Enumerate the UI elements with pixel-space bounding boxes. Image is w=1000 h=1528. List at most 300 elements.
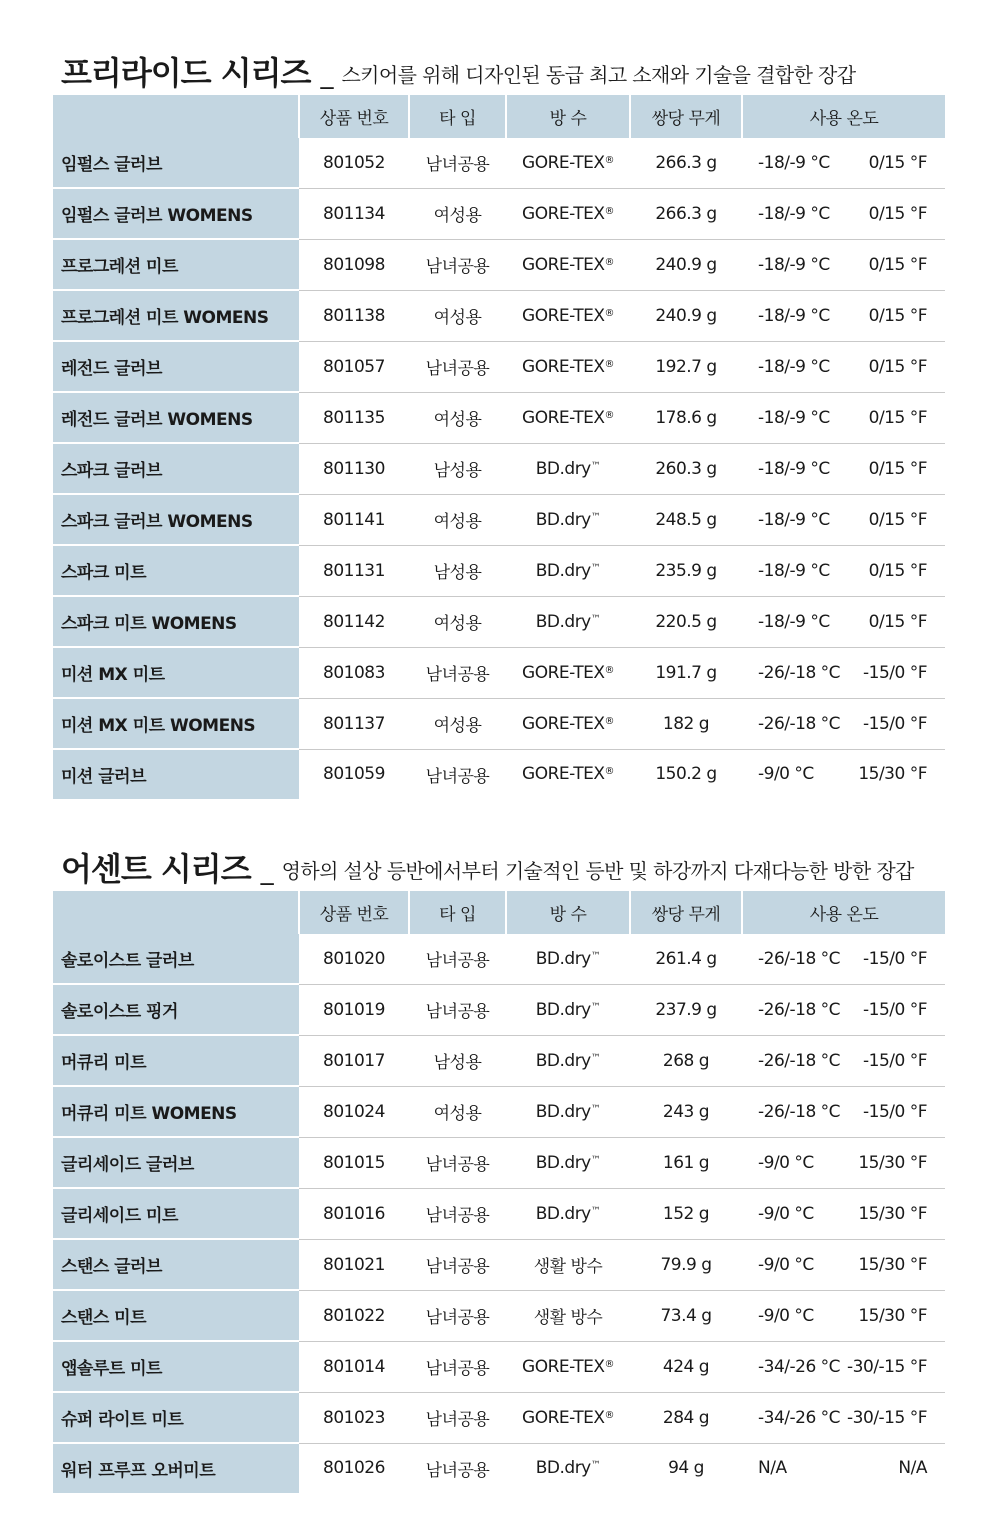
waterproof: [506, 1188, 630, 1239]
section-title: 프리라이드 시리즈: [61, 54, 311, 92]
trademark-mark: ™: [590, 1154, 601, 1166]
pair-weight: [630, 1290, 742, 1341]
trademark-mark: ®: [604, 205, 614, 217]
product-type-text: 여성용: [433, 410, 482, 430]
table-header-row: [53, 891, 945, 934]
waterproof-text: GORE-TEX: [522, 1356, 605, 1377]
product-type-text: 남녀공용: [425, 257, 490, 277]
pair-weight: [630, 239, 742, 290]
product-name-text: 스파크 미트: [61, 563, 147, 583]
pair-weight-text: 284 g: [662, 1407, 710, 1428]
product-code: [299, 290, 409, 341]
product-code: [299, 934, 409, 984]
product-type: [409, 1443, 506, 1493]
waterproof: [506, 443, 630, 494]
table-row: [53, 1239, 945, 1290]
temperature-fahrenheit: 0/15 °F: [868, 305, 927, 326]
product-name-text: 스탠스 미트: [61, 1308, 147, 1328]
pair-weight-text: 192.7 g: [655, 356, 717, 377]
temperature: [742, 494, 945, 545]
waterproof: [506, 749, 630, 799]
section-heading: [53, 824, 945, 891]
pair-weight-text: 152 g: [662, 1203, 710, 1224]
pair-weight: [630, 1443, 742, 1493]
table-row: [53, 341, 945, 392]
temperature-fahrenheit: -15/0 °F: [863, 999, 927, 1020]
temperature-celsius: -9/0 °C: [758, 764, 814, 785]
table-row: [53, 596, 945, 647]
header-pair-weight: 쌍당 무게: [630, 95, 742, 138]
product-name: [53, 934, 299, 984]
temperature-fahrenheit: 0/15 °F: [868, 509, 927, 530]
temperature-fahrenheit: -30/-15 °F: [847, 1356, 927, 1377]
temperature: [742, 749, 945, 799]
table-row: [53, 647, 945, 698]
ascent-series-section: [53, 824, 945, 1493]
temperature-fahrenheit: 0/15 °F: [868, 407, 927, 428]
trademark-mark: ™: [590, 1052, 601, 1064]
product-type-text: 여성용: [433, 716, 482, 736]
product-type: [409, 1239, 506, 1290]
table-row: [53, 1290, 945, 1341]
product-type-text: 남녀공용: [425, 1002, 490, 1022]
waterproof: [506, 1290, 630, 1341]
waterproof-text: BD.dry: [535, 611, 591, 632]
product-name: [53, 188, 299, 239]
section-heading: [53, 28, 945, 95]
table-body: [53, 138, 945, 799]
product-type-text: 남녀공용: [425, 1206, 490, 1226]
product-code-text: 801098: [323, 254, 385, 275]
pair-weight-text: 243 g: [662, 1101, 710, 1122]
temperature-celsius: -18/-9 °C: [758, 611, 830, 632]
product-name-text: 미션 MX 미트 WOMENS: [61, 716, 256, 736]
temperature-fahrenheit: 0/15 °F: [868, 356, 927, 377]
title-separator: _: [320, 60, 334, 90]
header-waterproof: 방 수: [506, 891, 630, 934]
product-table: [53, 95, 945, 799]
product-name: [53, 341, 299, 392]
waterproof: [506, 1086, 630, 1137]
temperature-celsius: -26/-18 °C: [758, 662, 841, 683]
table-body: [53, 934, 945, 1493]
table-row: [53, 138, 945, 188]
product-name: [53, 494, 299, 545]
product-name: [53, 749, 299, 799]
product-code: [299, 749, 409, 799]
waterproof: [506, 1035, 630, 1086]
product-code-text: 801021: [323, 1254, 385, 1275]
product-code: [299, 392, 409, 443]
product-name-text: 레전드 글러브 WOMENS: [61, 410, 253, 430]
pair-weight-text: 191.7 g: [655, 662, 717, 683]
pair-weight-text: 240.9 g: [655, 305, 717, 326]
product-type-text: 남녀공용: [425, 359, 490, 379]
temperature: [742, 698, 945, 749]
product-type-text: 남녀공용: [425, 1308, 490, 1328]
pair-weight-text: 161 g: [662, 1152, 710, 1173]
pair-weight: [630, 392, 742, 443]
table-row: [53, 749, 945, 799]
temperature-celsius: -34/-26 °C: [758, 1356, 841, 1377]
waterproof: [506, 341, 630, 392]
trademark-mark: ™: [590, 1001, 601, 1013]
waterproof: [506, 1137, 630, 1188]
freeride-series-section: [53, 28, 945, 799]
product-code: [299, 1188, 409, 1239]
temperature-fahrenheit: 0/15 °F: [868, 254, 927, 275]
product-name: [53, 1188, 299, 1239]
waterproof-text: GORE-TEX: [522, 203, 605, 224]
header-blank: [53, 95, 299, 138]
temperature-celsius: -18/-9 °C: [758, 509, 830, 530]
product-name-text: 스파크 미트 WOMENS: [61, 614, 237, 634]
product-name-text: 워터 프루프 오버미트: [61, 1461, 216, 1481]
header-type: 타 입: [409, 95, 506, 138]
temperature: [742, 341, 945, 392]
temperature-celsius: -26/-18 °C: [758, 1050, 841, 1071]
temperature-fahrenheit: -15/0 °F: [863, 1050, 927, 1071]
waterproof-text: BD.dry: [535, 560, 591, 581]
waterproof: [506, 698, 630, 749]
product-code-text: 801015: [323, 1152, 385, 1173]
product-type: [409, 188, 506, 239]
temperature-fahrenheit: -30/-15 °F: [847, 1407, 927, 1428]
product-type: [409, 138, 506, 188]
waterproof-text: GORE-TEX: [522, 407, 605, 428]
waterproof-text: BD.dry: [535, 509, 591, 530]
product-name-text: 솔로이스트 글러브: [61, 951, 194, 971]
temperature-celsius: -18/-9 °C: [758, 407, 830, 428]
product-name: [53, 392, 299, 443]
temperature-celsius: -18/-9 °C: [758, 203, 830, 224]
waterproof: [506, 647, 630, 698]
temperature-fahrenheit: -15/0 °F: [863, 948, 927, 969]
product-type-text: 남녀공용: [425, 1410, 490, 1430]
product-name-text: 레전드 글러브: [61, 359, 162, 379]
waterproof-text: BD.dry: [535, 948, 591, 969]
waterproof-text: GORE-TEX: [522, 356, 605, 377]
product-code-text: 801142: [323, 611, 385, 632]
product-name: [53, 290, 299, 341]
temperature-celsius: -9/0 °C: [758, 1254, 814, 1275]
waterproof: [506, 545, 630, 596]
product-name: [53, 138, 299, 188]
product-code-text: 801052: [323, 152, 385, 173]
product-code: [299, 1239, 409, 1290]
product-type-text: 남녀공용: [425, 1460, 490, 1481]
product-type-text: 여성용: [433, 614, 482, 634]
table-row: [53, 494, 945, 545]
product-code-text: 801138: [323, 305, 385, 326]
title-separator: _: [260, 856, 274, 886]
table-row: [53, 188, 945, 239]
trademark-mark: ™: [590, 511, 601, 523]
product-name: [53, 1392, 299, 1443]
temperature-fahrenheit: N/A: [898, 1458, 927, 1479]
header-product-code: 상품 번호: [299, 891, 409, 934]
temperature: [742, 1137, 945, 1188]
waterproof: [506, 984, 630, 1035]
product-name: [53, 1239, 299, 1290]
waterproof-text: GORE-TEX: [522, 713, 605, 734]
product-name: [53, 647, 299, 698]
temperature-fahrenheit: -15/0 °F: [863, 1101, 927, 1122]
product-name-text: 스파크 글러브: [61, 461, 162, 481]
product-type: [409, 647, 506, 698]
product-code: [299, 647, 409, 698]
temperature-fahrenheit: 15/30 °F: [858, 1254, 927, 1275]
trademark-mark: ®: [604, 1409, 614, 1421]
product-type-text: 남녀공용: [425, 766, 490, 787]
pair-weight: [630, 596, 742, 647]
product-name-text: 미션 MX 미트: [61, 665, 165, 685]
table-row: [53, 443, 945, 494]
waterproof-text: GORE-TEX: [522, 662, 605, 683]
product-type-text: 여성용: [433, 512, 482, 532]
waterproof: [506, 1341, 630, 1392]
product-code: [299, 138, 409, 188]
product-code: [299, 545, 409, 596]
temperature-celsius: -18/-9 °C: [758, 254, 830, 275]
waterproof: [506, 188, 630, 239]
temperature: [742, 1290, 945, 1341]
product-name-text: 슈퍼 라이트 미트: [61, 1410, 184, 1430]
product-name: [53, 698, 299, 749]
pair-weight-text: 79.9 g: [660, 1254, 712, 1275]
product-code: [299, 1137, 409, 1188]
product-code-text: 801019: [323, 999, 385, 1020]
product-code-text: 801130: [323, 458, 385, 479]
waterproof-text: BD.dry: [535, 1050, 591, 1071]
header-waterproof: 방 수: [506, 95, 630, 138]
product-type-text: 남녀공용: [425, 665, 490, 685]
product-code-text: 801016: [323, 1203, 385, 1224]
product-code-text: 801024: [323, 1101, 385, 1122]
product-type: [409, 596, 506, 647]
temperature: [742, 1392, 945, 1443]
section-subtitle: 스키어를 위해 디자인된 동급 최고 소재와 기술을 결합한 장갑: [341, 63, 856, 87]
product-type: [409, 1341, 506, 1392]
pair-weight: [630, 290, 742, 341]
pair-weight-text: 73.4 g: [660, 1305, 712, 1326]
temperature-fahrenheit: 15/30 °F: [858, 1152, 927, 1173]
temperature-fahrenheit: 0/15 °F: [868, 203, 927, 224]
table-row: [53, 1341, 945, 1392]
temperature-celsius: -9/0 °C: [758, 1152, 814, 1173]
waterproof-text: BD.dry: [535, 1101, 591, 1122]
product-code-text: 801135: [323, 407, 385, 428]
pair-weight: [630, 443, 742, 494]
product-name: [53, 596, 299, 647]
product-type: [409, 341, 506, 392]
pair-weight-text: 260.3 g: [655, 458, 717, 479]
product-code: [299, 1290, 409, 1341]
pair-weight: [630, 698, 742, 749]
temperature: [742, 984, 945, 1035]
temperature-celsius: N/A: [758, 1458, 787, 1479]
table-row: [53, 1137, 945, 1188]
product-name: [53, 1137, 299, 1188]
product-type-text: 남녀공용: [425, 1359, 490, 1379]
trademark-mark: ®: [604, 664, 614, 676]
waterproof-text: BD.dry: [535, 1203, 591, 1224]
product-type: [409, 290, 506, 341]
pair-weight-text: 220.5 g: [655, 611, 717, 632]
product-type: [409, 1035, 506, 1086]
temperature-celsius: -18/-9 °C: [758, 356, 830, 377]
pair-weight-text: 182 g: [662, 713, 710, 734]
table-row: [53, 1392, 945, 1443]
table-row: [53, 984, 945, 1035]
trademark-mark: ®: [604, 154, 614, 166]
trademark-mark: ™: [590, 562, 601, 574]
product-type: [409, 545, 506, 596]
table-row: [53, 239, 945, 290]
product-type-text: 남녀공용: [425, 155, 490, 176]
table-row: [53, 545, 945, 596]
temperature: [742, 188, 945, 239]
product-type-text: 남녀공용: [425, 951, 490, 972]
pair-weight: [630, 545, 742, 596]
temperature-fahrenheit: 15/30 °F: [858, 1203, 927, 1224]
pair-weight: [630, 138, 742, 188]
waterproof-text: 생활 방수: [533, 1257, 603, 1277]
waterproof: [506, 1392, 630, 1443]
product-table: [53, 891, 945, 1493]
pair-weight: [630, 341, 742, 392]
product-name-text: 앱솔루트 미트: [61, 1359, 162, 1379]
waterproof-text: BD.dry: [535, 999, 591, 1020]
product-type: [409, 1137, 506, 1188]
product-code: [299, 188, 409, 239]
product-type: [409, 934, 506, 984]
temperature-celsius: -9/0 °C: [758, 1305, 814, 1326]
pair-weight-text: 235.9 g: [655, 560, 717, 581]
product-code-text: 801022: [323, 1305, 385, 1326]
product-code-text: 801017: [323, 1050, 385, 1071]
product-code-text: 801134: [323, 203, 385, 224]
product-type-text: 남녀공용: [425, 1257, 490, 1277]
waterproof: [506, 596, 630, 647]
temperature: [742, 545, 945, 596]
product-type: [409, 1188, 506, 1239]
product-code: [299, 1443, 409, 1493]
temperature-celsius: -18/-9 °C: [758, 305, 830, 326]
product-code-text: 801059: [323, 764, 385, 785]
pair-weight-text: 237.9 g: [655, 999, 717, 1020]
waterproof: [506, 1443, 630, 1493]
pair-weight-text: 266.3 g: [655, 203, 717, 224]
product-type: [409, 494, 506, 545]
product-type: [409, 749, 506, 799]
pair-weight: [630, 934, 742, 984]
temperature: [742, 290, 945, 341]
trademark-mark: ™: [590, 460, 601, 472]
product-type-text: 여성용: [433, 1104, 482, 1124]
trademark-mark: ™: [590, 1103, 601, 1115]
waterproof: [506, 290, 630, 341]
product-type-text: 여성용: [433, 308, 482, 328]
temperature: [742, 1239, 945, 1290]
section-subtitle: 영하의 설상 등반에서부터 기술적인 등반 및 하강까지 다재다능한 방한 장갑: [281, 859, 914, 883]
pair-weight: [630, 1392, 742, 1443]
product-name-text: 글리세이드 미트: [61, 1206, 178, 1226]
pair-weight: [630, 1239, 742, 1290]
trademark-mark: ™: [590, 1205, 601, 1217]
header-temperature: 사용 온도: [742, 95, 945, 138]
waterproof-text: BD.dry: [535, 458, 591, 479]
product-code: [299, 698, 409, 749]
trademark-mark: ®: [604, 715, 614, 727]
pair-weight: [630, 647, 742, 698]
trademark-mark: ®: [604, 409, 614, 421]
product-name-text: 솔로이스트 핑거: [61, 1002, 178, 1022]
product-code: [299, 1035, 409, 1086]
temperature-celsius: -26/-18 °C: [758, 999, 841, 1020]
waterproof: [506, 934, 630, 984]
temperature: [742, 1341, 945, 1392]
product-code: [299, 443, 409, 494]
product-code-text: 801083: [323, 662, 385, 683]
product-type: [409, 1290, 506, 1341]
pair-weight-text: 248.5 g: [655, 509, 717, 530]
product-code: [299, 596, 409, 647]
pair-weight: [630, 494, 742, 545]
header-temperature: 사용 온도: [742, 891, 945, 934]
pair-weight-text: 94 g: [668, 1458, 704, 1479]
product-type-text: 남녀공용: [425, 1155, 490, 1175]
temperature: [742, 1443, 945, 1493]
product-name: [53, 1290, 299, 1341]
trademark-mark: ®: [604, 1358, 614, 1370]
product-code: [299, 1086, 409, 1137]
table-row: [53, 392, 945, 443]
product-type: [409, 984, 506, 1035]
table-row: [53, 1086, 945, 1137]
trademark-mark: ®: [604, 766, 614, 778]
pair-weight: [630, 1341, 742, 1392]
product-code-text: 801023: [323, 1407, 385, 1428]
temperature: [742, 443, 945, 494]
temperature-fahrenheit: -15/0 °F: [863, 662, 927, 683]
product-name: [53, 1443, 299, 1493]
product-code: [299, 984, 409, 1035]
product-name: [53, 984, 299, 1035]
product-name-text: 임펄스 글러브: [61, 155, 162, 175]
waterproof: [506, 1239, 630, 1290]
table-row: [53, 1035, 945, 1086]
product-code: [299, 239, 409, 290]
pair-weight-text: 268 g: [662, 1050, 710, 1071]
temperature-celsius: -18/-9 °C: [758, 458, 830, 479]
table-row: [53, 290, 945, 341]
header-product-code: 상품 번호: [299, 95, 409, 138]
temperature-celsius: -26/-18 °C: [758, 1101, 841, 1122]
pair-weight-text: 178.6 g: [655, 407, 717, 428]
waterproof-text: GORE-TEX: [522, 254, 605, 275]
product-type-text: 여성용: [433, 206, 482, 226]
waterproof-text: GORE-TEX: [522, 1407, 605, 1428]
temperature-celsius: -26/-18 °C: [758, 948, 841, 969]
product-name-text: 글리세이드 글러브: [61, 1155, 194, 1175]
product-type: [409, 698, 506, 749]
temperature: [742, 1035, 945, 1086]
product-code-text: 801131: [323, 560, 385, 581]
product-type: [409, 1392, 506, 1443]
product-type-text: 남성용: [433, 461, 482, 481]
product-code: [299, 1392, 409, 1443]
